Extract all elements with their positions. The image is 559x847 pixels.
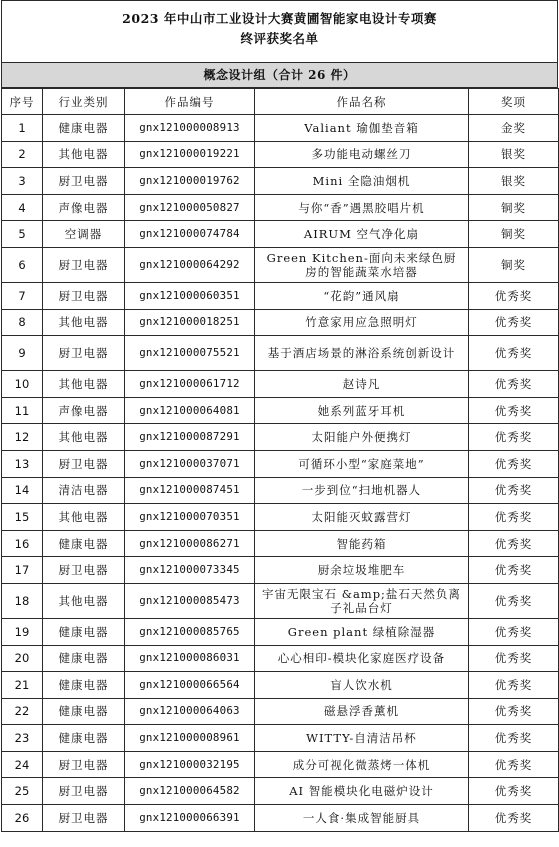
row-award: 铜奖 [469, 247, 559, 282]
row-number: 7 [2, 282, 43, 309]
row-award: 优秀奖 [469, 672, 559, 699]
row-name: 厨余垃圾堆肥车 [255, 557, 469, 584]
table-row [2, 645, 559, 672]
row-award: 银奖 [469, 141, 559, 168]
row-name: 磁悬浮香薰机 [255, 698, 469, 725]
table-header-row [2, 89, 559, 115]
row-category: 厨卫电器 [43, 168, 125, 195]
document-subtitle: 终评获奖名单 [240, 31, 319, 46]
document-title: 2023 年中山市工业设计大赛黄圃智能家电设计专项赛 [122, 11, 437, 26]
row-number: 3 [2, 168, 43, 195]
row-category: 其他电器 [43, 424, 125, 451]
row-number: 15 [2, 504, 43, 531]
row-category: 其他电器 [43, 141, 125, 168]
row-code: gnx121000064582 [125, 778, 255, 805]
row-code: gnx121000019762 [125, 168, 255, 195]
row-number: 12 [2, 424, 43, 451]
column-header-number: 序号 [2, 89, 43, 115]
table-row [2, 698, 559, 725]
row-category: 其他电器 [43, 309, 125, 336]
column-header-award: 奖项 [469, 89, 559, 115]
table-row [2, 309, 559, 336]
row-code: gnx121000018251 [125, 309, 255, 336]
table-row [2, 168, 559, 195]
row-name: 智能药箱 [255, 530, 469, 557]
row-code: gnx121000075521 [125, 336, 255, 371]
row-category: 厨卫电器 [43, 557, 125, 584]
row-category: 健康电器 [43, 672, 125, 699]
table-row [2, 282, 559, 309]
row-name: “花韵”通风扇 [255, 282, 469, 309]
table-row [2, 618, 559, 645]
row-award: 优秀奖 [469, 557, 559, 584]
row-number: 4 [2, 194, 43, 221]
row-category: 空调器 [43, 221, 125, 248]
row-name: 太阳能灭蚊露营灯 [255, 504, 469, 531]
table-row [2, 450, 559, 477]
row-award: 优秀奖 [469, 309, 559, 336]
row-category: 声像电器 [43, 194, 125, 221]
award-table [1, 88, 559, 832]
row-code: gnx121000060351 [125, 282, 255, 309]
row-category: 厨卫电器 [43, 751, 125, 778]
row-award: 优秀奖 [469, 336, 559, 371]
row-category: 声像电器 [43, 397, 125, 424]
row-award: 优秀奖 [469, 618, 559, 645]
row-category: 健康电器 [43, 530, 125, 557]
row-award: 优秀奖 [469, 645, 559, 672]
row-code: gnx121000066391 [125, 805, 255, 832]
row-number: 17 [2, 557, 43, 584]
row-award: 优秀奖 [469, 778, 559, 805]
table-row [2, 397, 559, 424]
table-row [2, 371, 559, 398]
row-award: 优秀奖 [469, 424, 559, 451]
row-number: 23 [2, 725, 43, 752]
row-code: gnx121000064292 [125, 247, 255, 282]
row-award: 优秀奖 [469, 698, 559, 725]
row-number: 18 [2, 583, 43, 618]
row-award: 铜奖 [469, 194, 559, 221]
row-code: gnx121000008961 [125, 725, 255, 752]
row-number: 1 [2, 115, 43, 142]
row-code: gnx121000032195 [125, 751, 255, 778]
row-code: gnx121000086271 [125, 530, 255, 557]
row-category: 其他电器 [43, 371, 125, 398]
row-name: 基于酒店场景的淋浴系统创新设计 [255, 336, 469, 371]
row-name: 赵诗凡 [255, 371, 469, 398]
table-row [2, 336, 559, 371]
row-category: 健康电器 [43, 698, 125, 725]
row-category: 厨卫电器 [43, 450, 125, 477]
table-row [2, 805, 559, 832]
row-number: 6 [2, 247, 43, 282]
row-code: gnx121000085473 [125, 583, 255, 618]
row-code: gnx121000050827 [125, 194, 255, 221]
row-code: gnx121000087451 [125, 477, 255, 504]
table-row [2, 751, 559, 778]
row-category: 其他电器 [43, 583, 125, 618]
row-name: 竹意家用应急照明灯 [255, 309, 469, 336]
row-code: gnx121000070351 [125, 504, 255, 531]
award-list-document [1, 0, 558, 832]
row-code: gnx121000066564 [125, 672, 255, 699]
row-number: 21 [2, 672, 43, 699]
row-number: 10 [2, 371, 43, 398]
row-code: gnx121000064063 [125, 698, 255, 725]
row-code: gnx121000061712 [125, 371, 255, 398]
row-name: Mini 全隐油烟机 [255, 168, 469, 195]
row-code: gnx121000008913 [125, 115, 255, 142]
row-number: 16 [2, 530, 43, 557]
document-header [1, 0, 558, 62]
row-name: AI 智能模块化电磁炉设计 [255, 778, 469, 805]
table-row [2, 424, 559, 451]
row-name: 成分可视化微蒸烤一体机 [255, 751, 469, 778]
row-name: 多功能电动螺丝刀 [255, 141, 469, 168]
row-number: 14 [2, 477, 43, 504]
row-category: 健康电器 [43, 725, 125, 752]
row-code: gnx121000074784 [125, 221, 255, 248]
table-row [2, 477, 559, 504]
table-row [2, 725, 559, 752]
row-number: 20 [2, 645, 43, 672]
row-name: WITTY-自清洁吊杯 [255, 725, 469, 752]
row-number: 13 [2, 450, 43, 477]
column-header-name: 作品名称 [255, 89, 469, 115]
row-number: 9 [2, 336, 43, 371]
row-number: 11 [2, 397, 43, 424]
row-award: 优秀奖 [469, 282, 559, 309]
row-award: 银奖 [469, 168, 559, 195]
row-number: 5 [2, 221, 43, 248]
row-name: AIRUM 空气净化扇 [255, 221, 469, 248]
table-row [2, 672, 559, 699]
row-category: 健康电器 [43, 618, 125, 645]
row-category: 清洁电器 [43, 477, 125, 504]
row-award: 优秀奖 [469, 397, 559, 424]
table-row [2, 530, 559, 557]
row-number: 8 [2, 309, 43, 336]
table-row [2, 778, 559, 805]
row-award: 优秀奖 [469, 450, 559, 477]
row-name: 与你“香”遇黑胶唱片机 [255, 194, 469, 221]
row-award: 优秀奖 [469, 371, 559, 398]
group-heading: 概念设计组（合计 26 件） [1, 62, 558, 88]
row-number: 19 [2, 618, 43, 645]
row-code: gnx121000037071 [125, 450, 255, 477]
table-row [2, 141, 559, 168]
row-name: 宇宙无限宝石 &amp;盐石天然负离子礼品台灯 [255, 583, 469, 618]
row-code: gnx121000064081 [125, 397, 255, 424]
row-number: 25 [2, 778, 43, 805]
row-name: Green plant 绿植除湿器 [255, 618, 469, 645]
table-row [2, 221, 559, 248]
row-code: gnx121000087291 [125, 424, 255, 451]
row-award: 优秀奖 [469, 805, 559, 832]
row-code: gnx121000073345 [125, 557, 255, 584]
table-row [2, 247, 559, 282]
row-category: 厨卫电器 [43, 778, 125, 805]
row-award: 优秀奖 [469, 583, 559, 618]
row-name: 盲人饮水机 [255, 672, 469, 699]
row-category: 健康电器 [43, 115, 125, 142]
row-name: 太阳能户外便携灯 [255, 424, 469, 451]
row-name: 一人食·集成智能厨具 [255, 805, 469, 832]
row-category: 健康电器 [43, 645, 125, 672]
row-number: 24 [2, 751, 43, 778]
row-name: Green Kitchen-面向未来绿色厨房的智能蔬菜水培器 [255, 247, 469, 282]
row-award: 优秀奖 [469, 477, 559, 504]
table-row [2, 194, 559, 221]
row-name: 一步到位“扫地机器人 [255, 477, 469, 504]
row-category: 厨卫电器 [43, 247, 125, 282]
row-number: 26 [2, 805, 43, 832]
table-row [2, 115, 559, 142]
row-award: 优秀奖 [469, 751, 559, 778]
column-header-code: 作品编号 [125, 89, 255, 115]
row-name: 可循环小型“家庭菜地” [255, 450, 469, 477]
table-row [2, 504, 559, 531]
row-award: 优秀奖 [469, 504, 559, 531]
row-code: gnx121000086031 [125, 645, 255, 672]
row-award: 优秀奖 [469, 530, 559, 557]
row-category: 厨卫电器 [43, 282, 125, 309]
row-number: 22 [2, 698, 43, 725]
row-category: 厨卫电器 [43, 805, 125, 832]
row-award: 金奖 [469, 115, 559, 142]
row-name: 心心相印-模块化家庭医疗设备 [255, 645, 469, 672]
row-code: gnx121000085765 [125, 618, 255, 645]
row-name: 她系列蓝牙耳机 [255, 397, 469, 424]
row-name: Valiant 瑜伽垫音箱 [255, 115, 469, 142]
row-award: 铜奖 [469, 221, 559, 248]
column-header-category: 行业类别 [43, 89, 125, 115]
row-award: 优秀奖 [469, 725, 559, 752]
table-row [2, 557, 559, 584]
row-number: 2 [2, 141, 43, 168]
row-code: gnx121000019221 [125, 141, 255, 168]
table-row [2, 583, 559, 618]
row-category: 厨卫电器 [43, 336, 125, 371]
row-category: 其他电器 [43, 504, 125, 531]
